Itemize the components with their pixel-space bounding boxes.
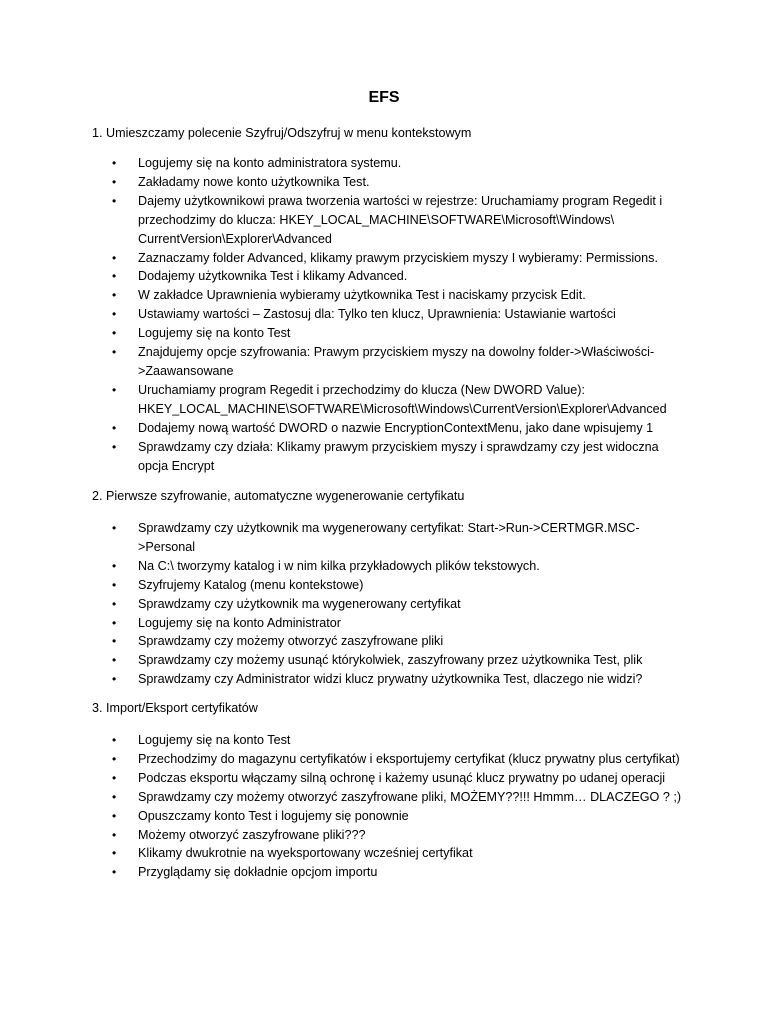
bullet-icon: •	[112, 439, 117, 454]
list-item	[92, 286, 683, 305]
list-item	[92, 381, 683, 419]
list-item-text: Logujemy się na konto Administrator	[138, 615, 342, 630]
section-context-menu	[92, 124, 692, 475]
bullet-icon: •	[112, 521, 117, 535]
list-item	[92, 731, 683, 750]
list-item	[92, 651, 683, 670]
list-item-text: Uruchamiamy program Regedit i przechodzimy do klucza (New DWORD Value): HKEY_LOCAL_MACHINE\SOFTWARE\Microsoft\Windows\CurrentVersion\Explorer\Advanced	[138, 382, 667, 416]
list-item-text: Dajemy użytkownikowi prawa tworzenia wartości w rejestrze: Uruchamiamy program Regedit i przechodzimy do klucza: HKEY_LOCAL_MACHINE\SOFTWARE\Microsoft\Windows\ CurrentVersion\Explorer\Advanced	[138, 193, 663, 246]
bullet-icon: •	[112, 789, 117, 804]
bullet-icon: •	[112, 382, 117, 397]
list-item	[92, 419, 683, 438]
document-title: EFS	[368, 89, 400, 106]
bullet-icon: •	[112, 345, 117, 360]
list-item	[92, 595, 683, 614]
list-item	[92, 557, 683, 576]
list-item	[92, 670, 683, 689]
bullet-icon: •	[112, 420, 117, 435]
bullet-icon: •	[112, 615, 117, 630]
bullet-icon: •	[112, 634, 117, 649]
bullet-icon: •	[112, 577, 117, 592]
list-item-text: Przyglądamy się dokładnie opcjom importu	[138, 865, 378, 880]
section-heading: 2. Pierwsze szyfrowanie, automatyczne wygenerowanie certyfikatu	[92, 489, 465, 503]
list-item-text: Podczas eksportu włączamy silną ochronę i każemy usunąć klucz prywatny po udanej operacji	[138, 770, 666, 785]
list-item	[92, 769, 683, 788]
list-item	[92, 826, 683, 845]
section-heading: 1. Umieszczamy polecenie Szyfruj/Odszyfruj w menu kontekstowym	[92, 126, 472, 140]
bullet-icon: •	[112, 174, 117, 189]
bullet-icon: •	[112, 808, 117, 823]
list-item-text: Możemy otworzyć zaszyfrowane pliki???	[138, 827, 366, 842]
list-item-text: Zakładamy nowe konto użytkownika Test.	[138, 174, 370, 189]
bullet-icon: •	[112, 193, 117, 208]
list-item-text: Sprawdzamy czy możemy usunąć którykolwiek, zaszyfrowany przez użytkownika Test, plik	[138, 653, 643, 668]
list-item-text: Sprawdzamy czy użytkownik ma wygenerowany certyfikat: Start->Run->CERTMGR.MSC->Personal	[138, 521, 640, 554]
section-heading: 3. Import/Eksport certyfikatów	[92, 701, 258, 715]
list-item-text: Logujemy się na konto Test	[138, 326, 291, 341]
list-item-text: Ustawiamy wartości – Zastosuj dla: Tylko ten klucz, Uprawnienia: Ustawianie wartości	[138, 307, 616, 322]
list-item	[92, 614, 683, 633]
list-item	[92, 249, 683, 268]
list-item-text: Logujemy się na konto administratora systemu.	[138, 156, 402, 170]
list-item-text: Szyfrujemy Katalog (menu kontekstowe)	[138, 577, 364, 592]
list-item	[92, 519, 683, 557]
bullet-icon: •	[112, 596, 117, 611]
bullet-icon: •	[112, 733, 117, 747]
bullet-icon: •	[112, 751, 117, 766]
list-item	[92, 788, 683, 807]
bullet-icon: •	[112, 288, 117, 303]
list-item	[92, 863, 683, 882]
bullet-icon: •	[112, 156, 117, 170]
list-item	[92, 324, 683, 343]
bullet-list	[92, 519, 692, 689]
list-item-text: W zakładce Uprawnienia wybieramy użytkownika Test i naciskamy przycisk Edit.	[138, 288, 586, 303]
bullet-icon: •	[112, 865, 117, 880]
bullet-icon: •	[112, 653, 117, 668]
bullet-icon: •	[112, 672, 117, 687]
bullet-icon: •	[112, 770, 117, 785]
section-first-encryption	[92, 487, 692, 689]
list-item-text: Zaznaczamy folder Advanced, klikamy prawym przyciskiem myszy I wybieramy: Permissions.	[138, 250, 658, 265]
list-item-text: Znajdujemy opcje szyfrowania: Prawym przyciskiem myszy na dowolny folder->Właściwości->Zaawansowane	[138, 345, 655, 378]
list-item	[92, 267, 683, 286]
bullet-list	[92, 154, 692, 475]
bullet-icon: •	[112, 250, 117, 265]
section-import-export	[92, 699, 692, 882]
list-item-text: Sprawdzamy czy możemy otworzyć zaszyfrowane pliki	[138, 634, 444, 649]
list-item-text: Dodajemy użytkownika Test i klikamy Advanced.	[138, 269, 408, 284]
list-item	[92, 438, 683, 476]
list-item	[92, 343, 683, 381]
list-item	[92, 632, 683, 651]
list-item-text: Dodajemy nową wartość DWORD o nazwie EncryptionContextMenu, jako dane wpisujemy 1	[138, 420, 654, 435]
list-item-text: Przechodzimy do magazynu certyfikatów i eksportujemy certyfikat (klucz prywatny plus certyfikat)	[138, 751, 680, 766]
list-item-text: Logujemy się na konto Test	[138, 733, 291, 747]
list-item-text: Sprawdzamy czy Administrator widzi klucz prywatny użytkownika Test, dlaczego nie widzi?	[138, 672, 643, 687]
bullet-icon: •	[112, 558, 117, 573]
bullet-icon: •	[112, 326, 117, 341]
bullet-icon: •	[112, 269, 117, 284]
list-item	[92, 192, 683, 249]
list-item-text: Na C:\ tworzymy katalog i w nim kilka przykładowych plików tekstowych.	[138, 558, 540, 573]
list-item-text: Sprawdzamy czy możemy otworzyć zaszyfrowane pliki, MOŻEMY??!!! Hmmm… DLACZEGO ? ;)	[138, 789, 682, 804]
list-item	[92, 807, 683, 826]
bullet-icon: •	[112, 846, 117, 861]
list-item	[92, 173, 683, 192]
bullet-icon: •	[112, 307, 117, 322]
list-item-text: Opuszczamy konto Test i logujemy się ponownie	[138, 808, 409, 823]
list-item	[92, 154, 683, 173]
bullet-icon: •	[112, 827, 117, 842]
list-item	[92, 576, 683, 595]
list-item-text: Klikamy dwukrotnie na wyeksportowany wcześniej certyfikat	[138, 846, 473, 861]
bullet-list	[92, 731, 692, 882]
list-item	[92, 305, 683, 324]
list-item-text: Sprawdzamy czy działa: Klikamy prawym przyciskiem myszy i sprawdzamy czy jest widoczna opcja Encrypt	[138, 439, 659, 473]
list-item	[92, 844, 683, 863]
list-item-text: Sprawdzamy czy użytkownik ma wygenerowany certyfikat	[138, 596, 461, 611]
list-item	[92, 750, 683, 769]
